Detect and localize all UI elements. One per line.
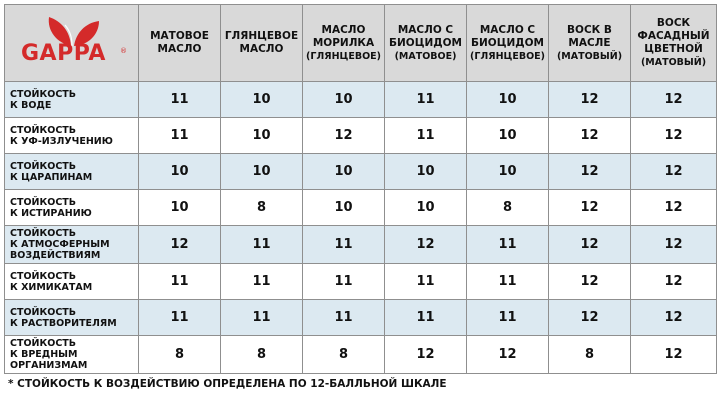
- score-cell: 12: [467, 336, 549, 374]
- score-cell: 11: [303, 300, 385, 336]
- score-cell: 12: [631, 118, 717, 154]
- score-cell: 12: [631, 190, 717, 226]
- row-label: [5, 336, 139, 374]
- column-header: [385, 5, 467, 82]
- score-cell: 11: [303, 264, 385, 300]
- score-cell: 11: [385, 82, 467, 118]
- row-label: [5, 300, 139, 336]
- column-header-subtitle: (МАТОВЫЙ): [640, 57, 707, 68]
- row-label-line: К ВОДЕ: [10, 99, 52, 111]
- score-cell: 10: [221, 154, 303, 190]
- score-cell: 8: [467, 190, 549, 226]
- score-cell: 12: [631, 154, 717, 190]
- score-cell: 11: [221, 226, 303, 264]
- column-header-line: ЦВЕТНОЙ: [644, 43, 703, 55]
- score-cell: 10: [303, 154, 385, 190]
- score-cell: 12: [139, 226, 221, 264]
- score-cell: 11: [139, 300, 221, 336]
- score-cell: 12: [549, 118, 631, 154]
- column-header-subtitle: (ГЛЯНЦЕВОЕ): [305, 50, 381, 62]
- score-cell: 10: [221, 82, 303, 118]
- score-cell: 11: [385, 264, 467, 300]
- column-header-line: МАТОВОЕ: [150, 30, 209, 42]
- row-label: [5, 82, 139, 118]
- header-row: [5, 5, 717, 82]
- score-cell: 10: [385, 190, 467, 226]
- table-row: [5, 226, 717, 264]
- table-row: [5, 300, 717, 336]
- column-header-line: МОРИЛКА: [312, 36, 375, 49]
- row-label-line: СТОЙКОСТЬ: [10, 196, 77, 208]
- column-header-line: БИОЦИДОМ: [389, 36, 462, 49]
- table-row: [5, 82, 717, 118]
- column-header: [549, 5, 631, 82]
- row-label: [5, 264, 139, 300]
- row-label-line: К АТМОСФЕРНЫМ: [10, 239, 110, 250]
- score-cell: 11: [139, 118, 221, 154]
- column-header: [139, 5, 221, 82]
- score-cell: 12: [549, 154, 631, 190]
- row-label-line: ВОЗДЕЙСТВИЯМ: [10, 250, 101, 261]
- row-label-line: СТОЙКОСТЬ: [10, 306, 77, 318]
- score-cell: 10: [139, 154, 221, 190]
- registered-mark: ®: [120, 47, 127, 55]
- column-header-line: ВОСК ФАСАДНЫЙ: [637, 17, 710, 42]
- comparison-table: [4, 4, 717, 374]
- score-cell: 10: [467, 82, 549, 118]
- column-header-subtitle: (ГЛЯНЦЕВОЕ): [469, 50, 545, 62]
- score-cell: 11: [467, 300, 549, 336]
- score-cell: 11: [139, 264, 221, 300]
- table-row: [5, 336, 717, 374]
- score-cell: 10: [467, 154, 549, 190]
- row-label: [5, 118, 139, 154]
- score-cell: 10: [303, 82, 385, 118]
- row-label: [5, 154, 139, 190]
- column-header-subtitle: (МАТОВОЕ): [394, 50, 457, 62]
- row-label-line: К ИСТИРАНИЮ: [10, 207, 92, 219]
- score-cell: 12: [631, 226, 717, 264]
- column-header-line: МАСЛО С: [479, 23, 536, 36]
- row-label-line: СТОЙКОСТЬ: [10, 124, 77, 136]
- row-label-line: К ХИМИКАТАМ: [10, 281, 93, 293]
- score-cell: 8: [139, 336, 221, 374]
- score-cell: 8: [221, 336, 303, 374]
- score-cell: 11: [467, 264, 549, 300]
- table-row: [5, 154, 717, 190]
- logo: [7, 5, 136, 81]
- row-label: [5, 226, 139, 264]
- column-header-line: МАСЛО: [157, 43, 202, 55]
- score-cell: 11: [221, 264, 303, 300]
- row-label-line: ОРГАНИЗМАМ: [10, 360, 88, 371]
- row-label-line: К ВРЕДНЫМ: [10, 349, 78, 360]
- table-body: [5, 82, 717, 374]
- column-header-subtitle: (МАТОВЫЙ): [556, 50, 623, 62]
- score-cell: 12: [549, 226, 631, 264]
- table-row: [5, 190, 717, 226]
- score-cell: 8: [549, 336, 631, 374]
- score-cell: 8: [303, 336, 385, 374]
- score-cell: 10: [467, 118, 549, 154]
- table-row: [5, 264, 717, 300]
- row-label-line: СТОЙКОСТЬ: [10, 270, 77, 282]
- score-cell: 11: [385, 118, 467, 154]
- score-cell: 12: [385, 336, 467, 374]
- score-cell: 12: [549, 82, 631, 118]
- column-header: [467, 5, 549, 82]
- score-cell: 12: [631, 264, 717, 300]
- score-cell: 10: [139, 190, 221, 226]
- row-label-line: СТОЙКОСТЬ: [10, 338, 77, 349]
- row-label-line: К ЦАРАПИНАМ: [10, 171, 93, 183]
- score-cell: 12: [303, 118, 385, 154]
- score-cell: 12: [549, 264, 631, 300]
- table-row: [5, 118, 717, 154]
- row-label-line: К УФ-ИЗЛУЧЕНИЮ: [10, 135, 113, 147]
- column-header: [631, 5, 717, 82]
- score-cell: 11: [385, 300, 467, 336]
- column-header-line: ВОСК В: [567, 23, 612, 36]
- score-cell: 12: [631, 82, 717, 118]
- logo-wordmark: GAPPA: [21, 41, 106, 66]
- score-cell: 12: [549, 190, 631, 226]
- score-cell: 11: [139, 82, 221, 118]
- score-cell: 10: [303, 190, 385, 226]
- score-cell: 11: [467, 226, 549, 264]
- column-header-line: МАСЛО С: [397, 23, 454, 36]
- score-cell: 10: [221, 118, 303, 154]
- row-label-line: СТОЙКОСТЬ: [10, 228, 77, 239]
- score-cell: 12: [631, 300, 717, 336]
- score-cell: 12: [631, 336, 717, 374]
- score-cell: 11: [221, 300, 303, 336]
- score-cell: 10: [385, 154, 467, 190]
- column-header-line: МАСЛО: [239, 43, 284, 55]
- column-header-line: МАСЛО: [321, 23, 366, 36]
- column-header: [221, 5, 303, 82]
- row-label-line: СТОЙКОСТЬ: [10, 160, 77, 172]
- column-header-line: ГЛЯНЦЕВОЕ: [224, 30, 299, 42]
- column-header: [303, 5, 385, 82]
- score-cell: 11: [303, 226, 385, 264]
- score-cell: 8: [221, 190, 303, 226]
- row-label: [5, 190, 139, 226]
- column-header-line: БИОЦИДОМ: [471, 36, 544, 49]
- score-cell: 12: [549, 300, 631, 336]
- column-header-line: МАСЛЕ: [568, 36, 611, 49]
- footnote: * СТОЙКОСТЬ К ВОЗДЕЙСТВИЮ ОПРЕДЕЛЕНА ПО 12-БАЛЛЬНОЙ ШКАЛЕ: [8, 378, 447, 390]
- row-label-line: СТОЙКОСТЬ: [10, 88, 77, 100]
- row-label-line: К РАСТВОРИТЕЛЯМ: [10, 317, 117, 329]
- score-cell: 12: [385, 226, 467, 264]
- logo-cell: [5, 5, 139, 82]
